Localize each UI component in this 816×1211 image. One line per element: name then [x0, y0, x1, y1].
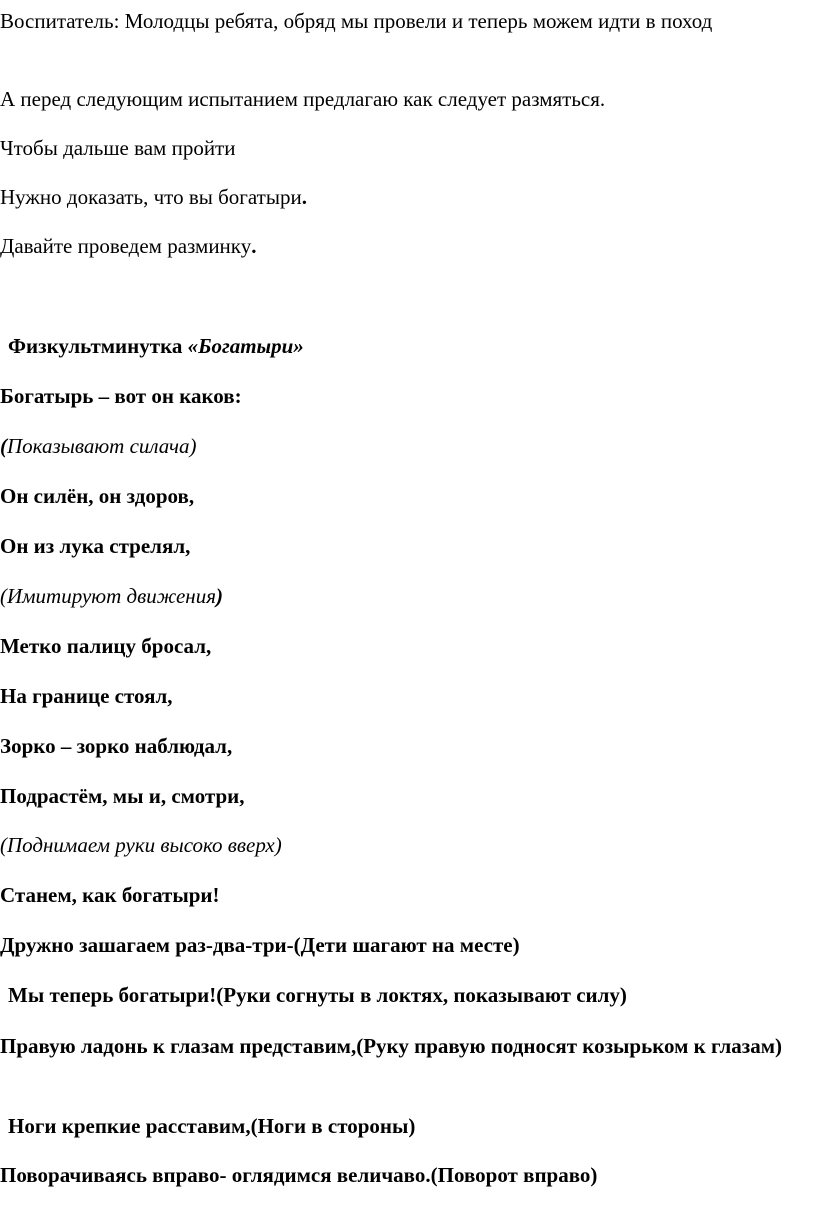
poem-text-6: Метко палицу бросал, — [0, 634, 212, 658]
intro-text-4-period: . — [301, 185, 307, 209]
intro-line-2 — [0, 86, 808, 112]
poem-text-13: Мы теперь богатыри!(Руки согнуты в локтях, показывают силу) — [8, 983, 627, 1007]
poem-text-3: Он силён, он здоров, — [0, 484, 195, 508]
intro-text-5-period: . — [251, 234, 257, 258]
poem-text-10: (Поднимаем руки высоко вверх) — [0, 833, 282, 857]
poem-line-10 — [0, 832, 808, 858]
poem-text-4: Он из лука стрелял, — [0, 534, 191, 558]
poem-text-11: Станем, как богатыри! — [0, 883, 220, 907]
poem-line-14 — [0, 1031, 808, 1062]
poem-line-5 — [0, 583, 808, 609]
poem-text-8: Зорко – зорко наблюдал, — [0, 734, 233, 758]
poem-line-9 — [0, 783, 808, 809]
poem-text-14: Правую ладонь к глазам представим,(Руку правую подносят козырьком к глазам) — [0, 1034, 783, 1058]
poem-line-4 — [0, 533, 808, 559]
poem-line-8 — [0, 733, 808, 759]
poem-text-5: (Имитируют движения — [0, 584, 216, 608]
poem-text-2-paren: ( — [0, 434, 7, 458]
intro-text-1: Воспитатель: Молодцы ребята, обряд мы провели и теперь можем идти в поход — [0, 9, 713, 33]
poem-text-9: Подрастём, мы и, смотри, — [0, 784, 245, 808]
section-title-italic: «Богатыри» — [187, 334, 304, 358]
poem-text-7: На границе стоял, — [0, 684, 173, 708]
poem-line-1 — [0, 383, 808, 409]
intro-line-5 — [0, 233, 808, 259]
poem-text-1: Богатырь – вот он каков: — [0, 384, 242, 408]
poem-line-16 — [0, 1162, 808, 1188]
poem-text-16: Поворачиваясь вправо- оглядимся величаво.(Поворот вправо) — [0, 1163, 598, 1187]
poem-line-2 — [0, 433, 808, 459]
poem-line-7 — [0, 683, 808, 709]
poem-line-6 — [0, 633, 808, 659]
poem-text-2: Показывают силача) — [7, 434, 197, 458]
intro-line-4 — [0, 184, 808, 210]
poem-text-5-paren: ) — [216, 584, 223, 608]
poem-text-15: Ноги крепкие расставим,(Ноги в стороны) — [8, 1114, 416, 1138]
intro-text-3: Чтобы дальше вам пройти — [0, 136, 236, 160]
poem-line-12 — [0, 932, 808, 958]
section-title — [0, 333, 808, 359]
intro-line-1 — [0, 8, 808, 34]
poem-line-13 — [0, 982, 808, 1008]
intro-text-2: А перед следующим испытанием предлагаю как следует размяться. — [0, 87, 606, 111]
intro-line-3 — [0, 135, 808, 161]
poem-text-12: Дружно зашагаем раз-два-три-(Дети шагают на месте) — [0, 933, 520, 957]
poem-line-11 — [0, 882, 808, 908]
poem-line-3 — [0, 483, 808, 509]
section-title-prefix: Физкультминутка — [8, 334, 188, 358]
intro-text-5: Давайте проведем разминку — [0, 234, 252, 258]
poem-line-15 — [0, 1113, 808, 1139]
intro-text-4: Нужно доказать, что вы богатыри — [0, 185, 302, 209]
